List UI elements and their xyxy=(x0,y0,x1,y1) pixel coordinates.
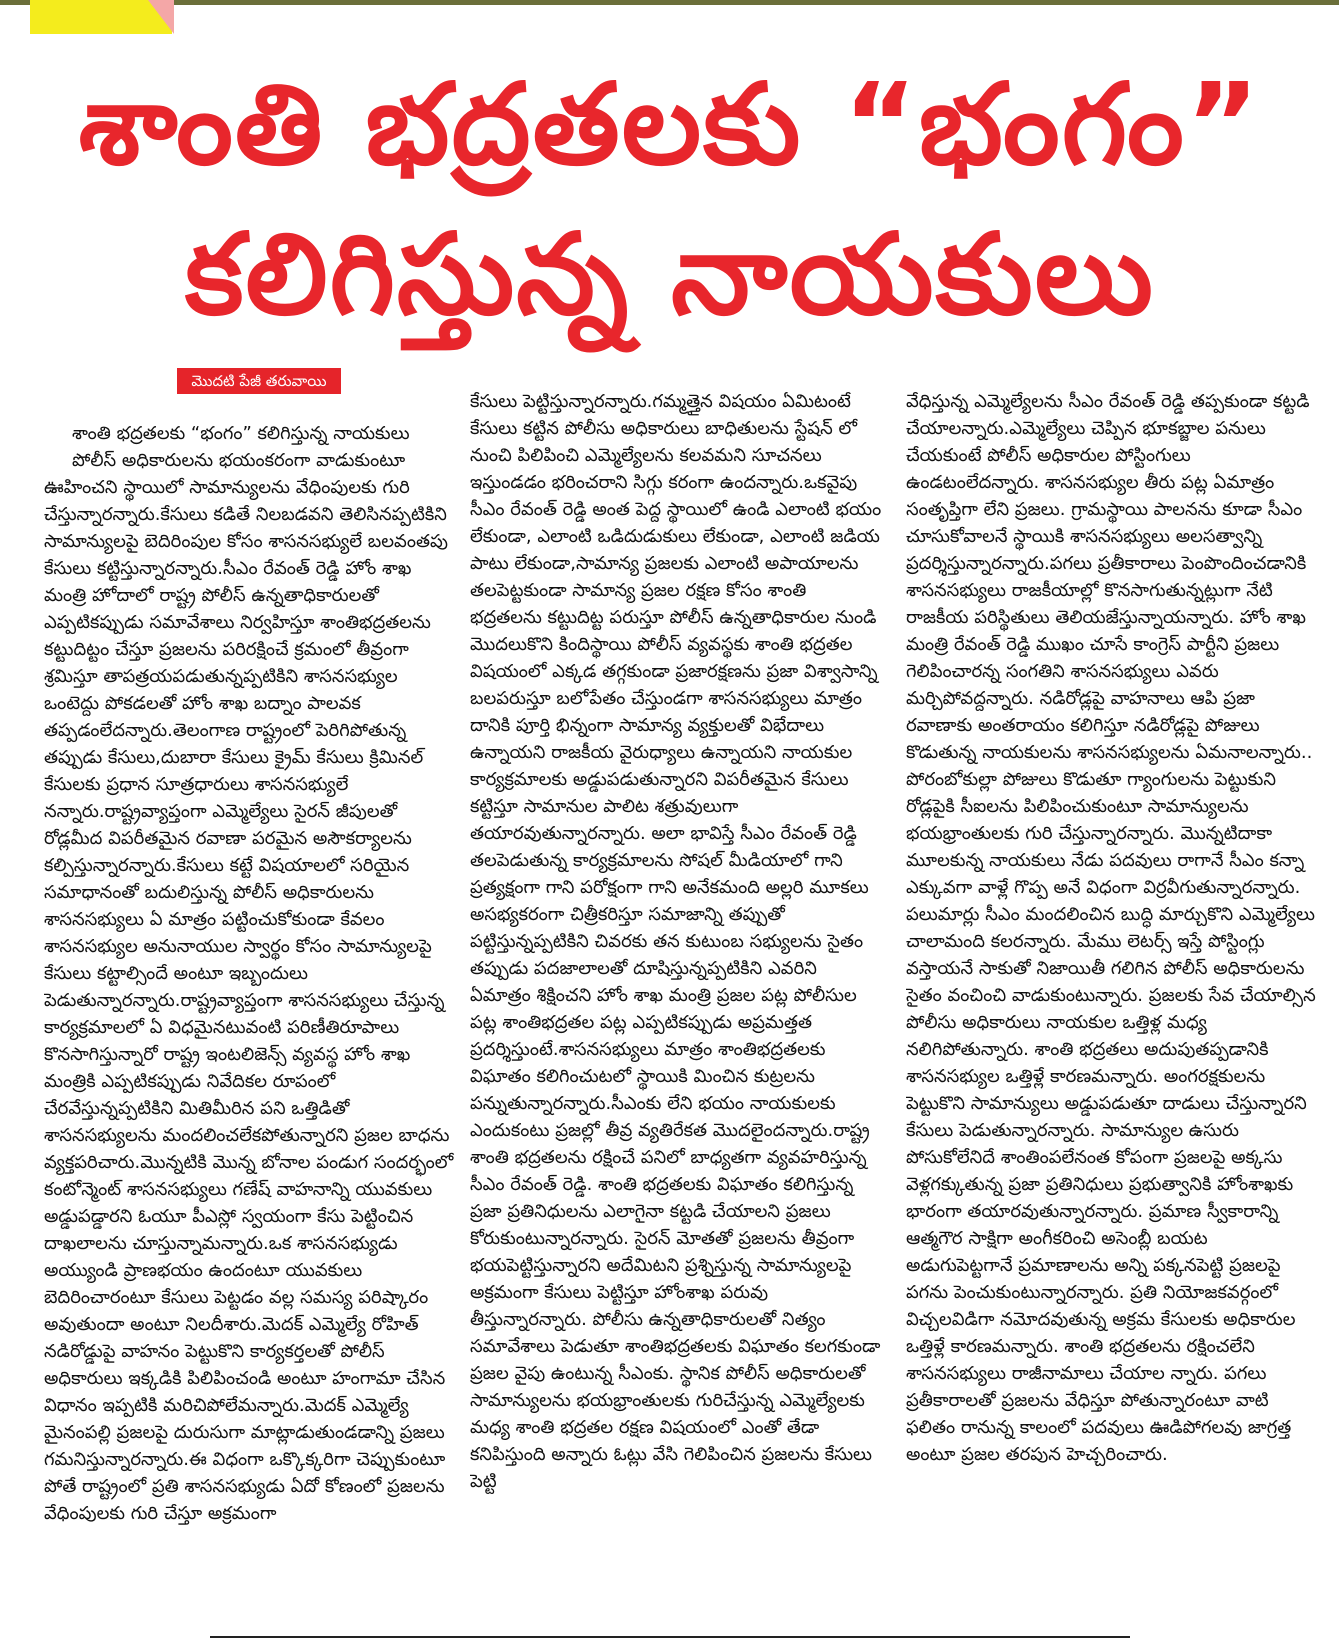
article-column-3 xyxy=(906,388,1318,1618)
article-lead: శాంతి భద్రతలకు “భంగం” కలిగిస్తున్న నాయకులు xyxy=(72,423,410,444)
headline-line-1: శాంతి భద్రతలకు “భంగం” xyxy=(78,60,1262,190)
article-column-2 xyxy=(470,388,882,1618)
corner-tag xyxy=(30,0,172,34)
headline-line-2: కలిగిస్తున్న నాయకులు xyxy=(185,210,1155,340)
headline xyxy=(40,50,1300,350)
bottom-rule xyxy=(210,1636,1130,1638)
article-paragraph: వేధిస్తున్న ఎమ్మెల్యేలను సీఎం రేవంత్ రెడ్డి తప్పకుండా కట్టడి చేయాలన్నారు.ఎమ్మెల్యేలు చెప్పిన భూకబ్జాల పనులు చేయకుంటే పోలీస్ అధికారుల పోస్టింగులు ఉండటంలేదన్నారు. శాసనసభ్యుల తీరు పట్ల ఏమాత్రం సంతృప్తిగా లేని ప్రజలు. గ్రామస్థాయి పాలనను కూడా సీఎం చూసుకోవాలనే స్థాయికి శాసనసభ్యులు అలసత్వాన్ని ప్రదర్శిస్తున్నారన్నారు.పగలు ప్రతీకారాలు పెంపొందించడానికి శాసనసభ్యులు రాజకీయాల్లో కొనసాగుతున్నట్లుగా నేటి రాజకీయ పరిస్థితులు తెలియజేస్తున్నాయన్నారు. హోం శాఖ మంత్రి రేవంత్ రెడ్డి ముఖం చూసే కాంగ్రెస్ పార్టీని ప్రజలు గెలిపించారన్న సంగతిని శాసనసభ్యులు ఎవరు మర్చిపోవద్దన్నారు. నడిరోడ్లపై వాహనాలు ఆపి ప్రజా రవాణాకు అంతరాయం కలిగిస్తూ నడిరోడ్లపై పోజులు కొడుతున్న నాయకులను శాసనసభ్యులను ఏమనాలన్నారు.. పోరంబోకుల్లా పోజులు కొడుతూ గ్యాంగులను పెట్టుకుని రోడ్లపైకి సీఐలను పిలిపించుకుంటూ సామాన్యులను భయభ్రాంతులకు గురి చేస్తున్నారన్నారు. మొన్నటిదాకా మూలకున్న నాయకులు నేడు పదవులు రాగానే సీఎం కన్నా ఎక్కువగా వాళ్లే గొప్ప అనే విధంగా విర్రవీగుతున్నారన్నారు. పలుమార్లు సీఎం మందలించిన బుద్ధి మార్చుకొని ఎమ్మెల్యేలు చాలామంది కలరన్నారు. మేము లెటర్స్ ఇస్తే పోస్టింగ్లు వస్తాయనే సాకుతో నిజాయితీ గలిగిన పోలీస్ అధికారులను సైతం వంచించి వాడుకుంటున్నారు. ప్రజలకు సేవ చేయాల్సిన పోలీసు అధికారులు నాయకుల ఒత్తిళ్ల మధ్య నలిగిపోతున్నారు. శాంతి భద్రతలు అదుపుతప్పడానికి శాసనసభ్యుల ఒత్తిళ్లే కారణమన్నారు. అంగరక్షకులను పెట్టుకొని సామాన్యులు అడ్డుపడుతూ దాడులు చేస్తున్నారని కేసులు పెడుతున్నారన్నారు. సామాన్యుల ఉసురు పోసుకోలేనిదే శాంతింపలేనంత కోపంగా ప్రజలపై అక్కసు వెళ్లగక్కుతున్న ప్రజా ప్రతినిధులు ప్రభుత్వానికి హోంశాఖకు భారంగా తయారవుతున్నారన్నారు. ప్రమాణ స్వీకారాన్ని ఆత్మగౌర సాక్షిగా అంగీకరించి అసెంబ్లీ బయట అడుగుపెట్టగానే ప్రమాణాలను అన్ని పక్కనపెట్టి ప్రజలపై పగను పెంచుకుంటున్నారన్నారు. ప్రతి నియోజకవర్గంలో విచ్చలవిడిగా నమోదవుతున్న అక్రమ కేసులకు అధికారుల ఒత్తిళ్లే కారణమన్నారు. శాంతి భద్రతలను రక్షించలేని శాసనసభ్యులు రాజీనామాలు చేయాల న్నారు. పగలు ప్రతీకారాలతో ప్రజలను వేధిస్తూ పోతున్నారంటూ వాటి ఫలితం రానున్న కాలంలో పదవులు ఊడిపోగలవు జాగ్రత్త అంటూ ప్రజల తరపున హెచ్చరించారు. xyxy=(906,391,1316,1465)
article-paragraph: పోలీస్ అధికారులను భయంకరంగా వాడుకుంటూ ఊహించని స్థాయిలో సామాన్యులను వేధింపులకు గురి చేస్తున్నారన్నారు.కేసులు కడితే నిలబడవని తెలిసినప్పటికిని సామాన్యులపై బెదిరింపుల కోసం శాసనసభ్యులే బలవంతపు కేసులు కట్టిస్తున్నారన్నారు.సీఎం రేవంత్ రెడ్డి హోం శాఖ మంత్రి హోదాలో రాష్ట్ర పోలీస్ ఉన్నతాధికారులతో ఎప్పటికప్పుడు సమావేశాలు నిర్వహిస్తూ శాంతిభద్రతలను కట్టుదిట్టం చేస్తూ ప్రజలను పరిరక్షించే క్రమంలో తీవ్రంగా శ్రమిస్తూ తాపత్రయపడుతున్నప్పటికిని శాసనసభ్యుల ఒంటెద్దు పోకడలతో హోం శాఖ బద్నాం పాలవక తప్పడంలేదన్నారు.తెలంగాణ రాష్ట్రంలో పెరిగిపోతున్న తప్పుడు కేసులు,దుబారా కేసులు క్రైమ్ కేసులు క్రిమినల్ కేసులకు ప్రధాన సూత్రధారులు శాసనసభ్యులే నన్నారు.రాష్ట్రవ్యాప్తంగా ఎమ్మెల్యేలు సైరన్ జీపులతో రోడ్లమీద విపరీతమైన రవాణా పరమైన అసౌకర్యాలను కల్పిస్తున్నారన్నారు.కేసులు కట్టే విషయాలలో సరియైన సమాధానంతో బదులిస్తున్న పోలీస్ అధికారులను శాసనసభ్యులు ఏ మాత్రం పట్టించుకోకుండా కేవలం శాసనసభ్యుల అనునాయుల స్వార్థం కోసం సామాన్యులపై కేసులు కట్టాల్సిందే అంటూ ఇబ్బందులు పెడుతున్నారన్నారు.రాష్ట్రవ్యాప్తంగా శాసనసభ్యులు చేస్తున్న కార్యక్రమాలలో ఏ విధమైనటువంటి పరిణీతిరూపాలు కొనసాగిస్తున్నారో రాష్ట్ర ఇంటలిజెన్స్ వ్యవస్థ హోం శాఖ మంత్రికి ఎప్పటికప్పుడు నివేదికల రూపంలో చేరవేస్తున్నప్పటికిని మితిమీరిన పని ఒత్తిడితో శాసనసభ్యులను మందలించలేకపోతున్నారని ప్రజల బాధను వ్యక్తపరిచారు.మొన్నటికి మొన్న బోనాల పండుగ సందర్భంలో కంటోన్మెంట్ శాసనసభ్యులు గణేష్ వాహనాన్ని యువకులు అడ్డుపడ్డారని ఓయూ పీఎస్లో స్వయంగా కేసు పెట్టించిన దాఖలాలను చూస్తున్నామన్నారు.ఒక శాసనసభ్యుడు అయ్యుండి ప్రాణభయం ఉందంటూ యువకులు బెదిరించారంటూ కేసులు పెట్టడం వల్ల సమస్య పరిష్కారం అవుతుందా అంటూ నిలదీశారు.మెదక్ ఎమ్మెల్యే రోహిత్ నడిరోడ్డుపై వాహనం పెట్టుకొని కార్యకర్తలతో పోలీస్ అధికారులు ఇక్కడికి పిలిపించండి అంటూ హంగామా చేసిన విధానం ఇప్పటికి మరిచిపోలేమన్నారు.మెదక్ ఎమ్మెల్యే మైనంపల్లి ప్రజలపై దురుసుగా మాట్లాడుతుండడాన్ని ప్రజలు గమనిస్తున్నారన్నారు.ఈ విధంగా ఒక్కొక్కరిగా చెప్పుకుంటూ పోతే రాష్ట్రంలో ప్రతి శాసనసభ్యుడు ఏదో కోణంలో ప్రజలను వేధింపులకు గురి చేస్తూ అక్రమంగా xyxy=(44,450,454,1524)
continued-from-front-page-tag: మొదటి పేజీ తరువాయి xyxy=(177,368,341,394)
article-column-1 xyxy=(44,420,456,1620)
corner-fold xyxy=(148,0,174,34)
top-rule xyxy=(0,0,1339,5)
article-paragraph: కేసులు పెట్టిస్తున్నారన్నారు.గమ్మత్తైన విషయం ఏమిటంటే కేసులు కట్టిన పోలీసు అధికారులు బాధితులను స్టేషన్ లో నుంచి పిలిపించి ఎమ్మెల్యేలను కలవమని సూచనలు ఇస్తుండడం భరించరాని సిగ్గు కరంగా ఉందన్నారు.ఒకవైపు సీఎం రేవంత్ రెడ్డి అంత పెద్ద స్థాయిలో ఉండి ఎలాంటి భయం లేకుండా, ఎలాంటి ఒడిదుడుకులు లేకుండా, ఎలాంటి జడియ పాటు లేకుండా,సామాన్య ప్రజలకు ఎలాంటి అపాయాలను తలపెట్టకుండా సామాన్య ప్రజల రక్షణ కోసం శాంతి భద్రతలను కట్టుదిట్ట పరుస్తూ పోలీస్ ఉన్నతాధికారుల నుండి మొదలుకొని కిందిస్థాయి పోలీస్ వ్యవస్థకు శాంతి భద్రతల విషయంలో ఎక్కడ తగ్గకుండా ప్రజారక్షణను ప్రజా విశ్వాసాన్ని బలపరుస్తూ బలోపేతం చేస్తుండగా శాసనసభ్యులు మాత్రం దానికి పూర్తి భిన్నంగా సామాన్య వ్యక్తులతో విభేదాలు ఉన్నాయని రాజకీయ వైరుధ్యాలు ఉన్నాయని నాయకుల కార్యక్రమాలకు అడ్డుపడుతున్నారని విపరీతమైన కేసులు కట్టిస్తూ సామానుల పాలిట శత్రువులుగా తయారవుతున్నారన్నారు. అలా భావిస్తే సీఎం రేవంత్ రెడ్డి తలపెడుతున్న కార్యక్రమాలను సోషల్ మీడియాలో గాని ప్రత్యక్షంగా గాని పరోక్షంగా గాని అనేకమంది అల్లరి మూకలు అసభ్యకరంగా చిత్రీకరిస్తూ సమాజాన్ని తప్పుతో పట్టిస్తున్నప్పటికిని చివరకు తన కుటుంబ సభ్యులను సైతం తప్పుడు పదజాలాలతో దూషిస్తున్నప్పటికిని ఎవరిని ఏమాత్రం శిక్షించని హోం శాఖ మంత్రి ప్రజల పట్ల పోలీసుల పట్ల శాంతిభద్రతల పట్ల ఎప్పటికప్పుడు అప్రమత్తత ప్రదర్శిస్తుంటే.శాసనసభ్యులు మాత్రం శాంతిభద్రతలకు విఘాతం కలిగించుటలో స్థాయికి మించిన కుట్రలను పన్నుతున్నారన్నారు.సీఎంకు లేని భయం నాయకులకు ఎందుకంటు ప్రజల్లో తీవ్ర వ్యతిరేకత మొదలైందన్నారు.రాష్ట్ర శాంతి భద్రతలను రక్షించే పనిలో బాధ్యతగా వ్యవహరిస్తున్న సీఎం రేవంత్ రెడ్డి. శాంతి భద్రతలకు విఘాతం కలిగిస్తున్న ప్రజా ప్రతినిధులను ఎలాగైనా కట్టడి చేయాలని ప్రజలు కోరుకుంటున్నారన్నారు. సైరన్ మోతతో ప్రజలను తీవ్రంగా భయపెట్టిస్తున్నారని అదేమిటని ప్రశ్నిస్తున్న సామాన్యులపై అక్రమంగా కేసులు పెట్టిస్తూ హోంశాఖ పరువు తీస్తున్నారన్నారు. పోలీసు ఉన్నతాధికారులతో నిత్యం సమావేశాలు పెడుతూ శాంతిభద్రతలకు విఘాతం కలగకుండా ప్రజల వైపు ఉంటున్న సీఎంకు. స్థానిక పోలీస్ అధికారులతో సామాన్యులను భయభ్రాంతులకు గురిచేస్తున్న ఎమ్మెల్యేలకు మధ్య శాంతి భద్రతల రక్షణ విషయంలో ఎంతో తేడా కనిపిస్తుంది అన్నారు ఓట్లు వేసి గెలిపించిన ప్రజలను కేసులు పెట్టి xyxy=(470,391,882,1492)
